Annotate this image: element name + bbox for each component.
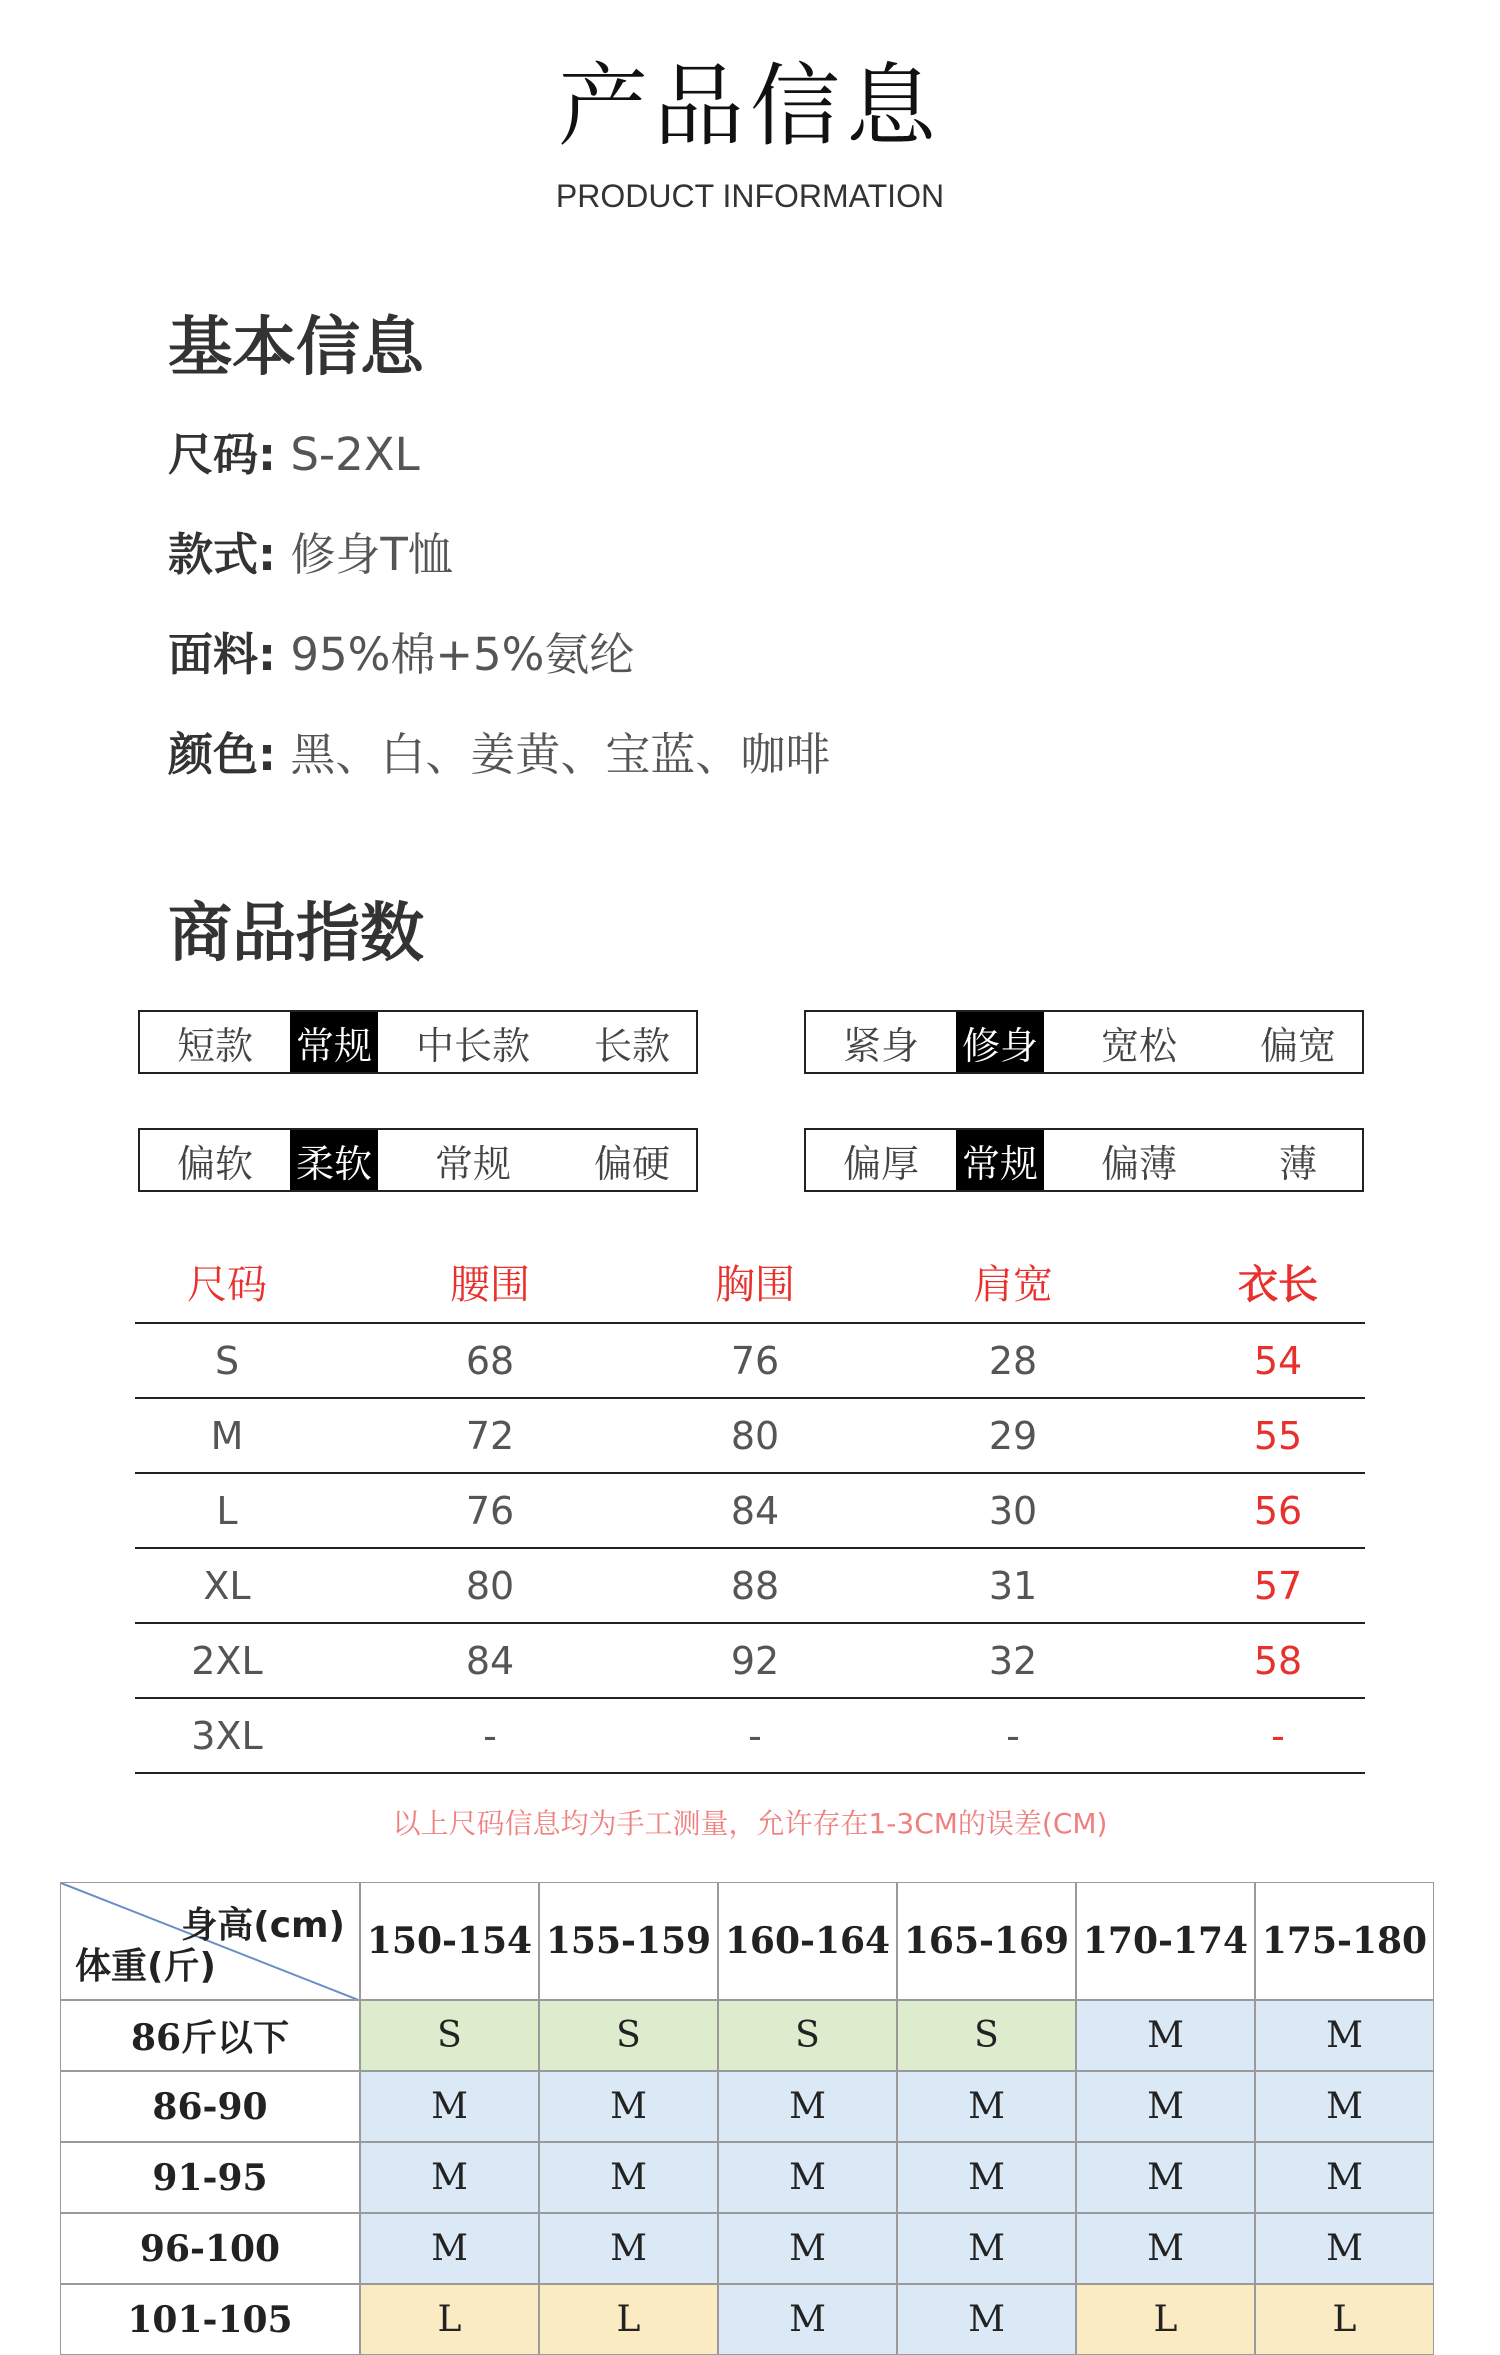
size-table-header-cell: 尺码 bbox=[187, 1261, 267, 1308]
size-table-row bbox=[135, 1324, 1365, 1399]
recommended-size-cell: M bbox=[1255, 2000, 1434, 2071]
weight-range-cell: 86斤以下 bbox=[60, 2000, 360, 2071]
info-row-fabric bbox=[168, 618, 634, 683]
page-subtitle: PRODUCT INFORMATION bbox=[555, 178, 945, 214]
height-range-header: 165-169 bbox=[897, 1882, 1076, 2000]
size-table-cell: 88 bbox=[730, 1563, 780, 1608]
recommended-size-cell: M bbox=[897, 2071, 1076, 2142]
size-table-cell: - bbox=[748, 1713, 762, 1758]
size-table-cell: 80 bbox=[730, 1413, 780, 1458]
size-table-cell: 2XL bbox=[191, 1638, 263, 1683]
recommended-size-cell: M bbox=[718, 2284, 897, 2355]
size-table-header-cell: 衣长 bbox=[1238, 1261, 1318, 1308]
size-table-cell: 76 bbox=[465, 1488, 515, 1533]
info-label: 面料: bbox=[168, 628, 276, 681]
index-option: 偏宽 bbox=[1259, 1023, 1336, 1068]
size-table-cell: 55 bbox=[1253, 1413, 1303, 1458]
size-table-cell: - bbox=[1006, 1713, 1020, 1758]
index-bar bbox=[804, 1010, 1364, 1074]
index-option-selected: 柔软 bbox=[290, 1130, 378, 1190]
recommended-size-cell: M bbox=[1076, 2142, 1255, 2213]
size-table-cell: 28 bbox=[988, 1338, 1038, 1383]
info-row-size bbox=[168, 418, 420, 483]
index-option: 紧身 bbox=[842, 1023, 919, 1068]
info-value: 黑、白、姜黄、宝蓝、咖啡 bbox=[290, 728, 831, 781]
size-table-cell: 68 bbox=[465, 1338, 515, 1383]
recommended-size-cell: M bbox=[897, 2213, 1076, 2284]
info-value: S-2XL bbox=[290, 428, 420, 481]
index-option: 宽松 bbox=[1100, 1023, 1177, 1068]
size-table bbox=[135, 1240, 1365, 1774]
basic-info-heading: 基本信息 bbox=[168, 311, 424, 385]
recommended-size-cell: L bbox=[360, 2284, 539, 2355]
size-table-cell: 76 bbox=[730, 1338, 780, 1383]
size-table-cell: 72 bbox=[465, 1413, 515, 1458]
size-table-row bbox=[135, 1474, 1365, 1549]
size-table-cell: XL bbox=[203, 1563, 251, 1608]
size-table-cell: 3XL bbox=[191, 1713, 263, 1758]
info-row-style bbox=[168, 518, 453, 583]
recommended-size-cell: M bbox=[360, 2142, 539, 2213]
height-range-header: 160-164 bbox=[718, 1882, 897, 2000]
recommended-size-cell: M bbox=[539, 2213, 718, 2284]
recommended-size-cell: M bbox=[1255, 2213, 1434, 2284]
height-range-header: 150-154 bbox=[360, 1882, 539, 2000]
size-table-cell: 30 bbox=[988, 1488, 1038, 1533]
index-option-selected: 修身 bbox=[956, 1012, 1044, 1072]
recommended-size-cell: M bbox=[718, 2213, 897, 2284]
size-table-row bbox=[135, 1699, 1365, 1774]
index-option-selected: 常规 bbox=[290, 1012, 378, 1072]
size-table-cell: - bbox=[483, 1713, 497, 1758]
index-option: 薄 bbox=[1278, 1141, 1317, 1186]
size-table-row bbox=[135, 1549, 1365, 1624]
recommended-size-cell: S bbox=[718, 2000, 897, 2071]
recommended-size-cell: M bbox=[360, 2213, 539, 2284]
weight-axis-label: 体重(斤) bbox=[75, 1946, 216, 1987]
info-label: 颜色: bbox=[168, 728, 276, 781]
measurement-note: 以上尺码信息均为手工测量，允许存在1-3CM的误差(CM) bbox=[392, 1807, 1108, 1840]
weight-range-cell: 86-90 bbox=[60, 2071, 360, 2142]
recommended-size-cell: M bbox=[1076, 2071, 1255, 2142]
index-option: 偏硬 bbox=[593, 1141, 670, 1186]
recommended-size-cell: M bbox=[539, 2071, 718, 2142]
size-table-header-cell: 胸围 bbox=[715, 1261, 795, 1308]
recommended-size-cell: M bbox=[897, 2284, 1076, 2355]
size-table-row bbox=[135, 1399, 1365, 1474]
index-option: 偏薄 bbox=[1100, 1141, 1177, 1186]
index-option: 偏软 bbox=[176, 1141, 253, 1186]
info-label: 款式: bbox=[168, 528, 276, 581]
height-range-header: 175-180 bbox=[1255, 1882, 1434, 2000]
recommended-size-cell: M bbox=[718, 2142, 897, 2213]
info-value: 修身T恤 bbox=[290, 528, 453, 581]
size-table-cell: 54 bbox=[1253, 1338, 1303, 1383]
size-table-cell: 84 bbox=[730, 1488, 780, 1533]
height-range-header: 170-174 bbox=[1076, 1882, 1255, 2000]
size-table-cell: - bbox=[1271, 1713, 1285, 1758]
height-range-header: 155-159 bbox=[539, 1882, 718, 2000]
recommended-size-cell: S bbox=[897, 2000, 1076, 2071]
index-option: 常规 bbox=[434, 1141, 511, 1186]
index-option: 中长款 bbox=[415, 1023, 530, 1068]
recommended-size-cell: M bbox=[897, 2142, 1076, 2213]
index-option: 长款 bbox=[593, 1023, 670, 1068]
index-bar bbox=[138, 1128, 698, 1192]
size-table-cell: 58 bbox=[1253, 1638, 1303, 1683]
size-table-cell: 56 bbox=[1253, 1488, 1303, 1533]
size-table-cell: L bbox=[216, 1488, 238, 1533]
weight-range-cell: 91-95 bbox=[60, 2142, 360, 2213]
recommended-size-cell: M bbox=[1255, 2142, 1434, 2213]
size-table-cell: M bbox=[210, 1413, 244, 1458]
recommended-size-cell: M bbox=[718, 2071, 897, 2142]
size-table-header bbox=[135, 1240, 1365, 1324]
recommended-size-cell: L bbox=[1076, 2284, 1255, 2355]
info-label: 尺码: bbox=[168, 428, 276, 481]
size-table-cell: 29 bbox=[988, 1413, 1038, 1458]
size-table-cell: 32 bbox=[988, 1638, 1038, 1683]
recommended-size-cell: M bbox=[1255, 2071, 1434, 2142]
size-table-cell: 92 bbox=[730, 1638, 780, 1683]
size-table-cell: 57 bbox=[1253, 1563, 1303, 1608]
size-table-cell: 80 bbox=[465, 1563, 515, 1608]
size-table-cell: 84 bbox=[465, 1638, 515, 1683]
size-table-cell: 31 bbox=[988, 1563, 1038, 1608]
grid-corner-header bbox=[60, 1882, 360, 2000]
recommended-size-cell: S bbox=[360, 2000, 539, 2071]
recommended-size-cell: S bbox=[539, 2000, 718, 2071]
size-table-header-cell: 肩宽 bbox=[973, 1261, 1053, 1308]
info-row-color bbox=[168, 718, 830, 783]
info-value: 95%棉+5%氨纶 bbox=[290, 628, 635, 681]
index-option: 偏厚 bbox=[842, 1141, 919, 1186]
recommended-size-cell: M bbox=[360, 2071, 539, 2142]
page-title: 产品信息 bbox=[558, 54, 942, 159]
weight-range-cell: 101-105 bbox=[60, 2284, 360, 2355]
weight-range-cell: 96-100 bbox=[60, 2213, 360, 2284]
size-table-row bbox=[135, 1624, 1365, 1699]
recommended-size-cell: M bbox=[539, 2142, 718, 2213]
index-option: 短款 bbox=[176, 1023, 253, 1068]
index-heading: 商品指数 bbox=[168, 897, 424, 971]
index-bar bbox=[138, 1010, 698, 1074]
size-table-header-cell: 腰围 bbox=[450, 1261, 530, 1308]
height-axis-label: 身高(cm) bbox=[181, 1905, 345, 1946]
index-option-selected: 常规 bbox=[956, 1130, 1044, 1190]
recommended-size-cell: L bbox=[1255, 2284, 1434, 2355]
recommended-size-cell: M bbox=[1076, 2213, 1255, 2284]
index-bar bbox=[804, 1128, 1364, 1192]
recommended-size-cell: L bbox=[539, 2284, 718, 2355]
size-table-cell: S bbox=[214, 1338, 240, 1383]
recommended-size-cell: M bbox=[1076, 2000, 1255, 2071]
